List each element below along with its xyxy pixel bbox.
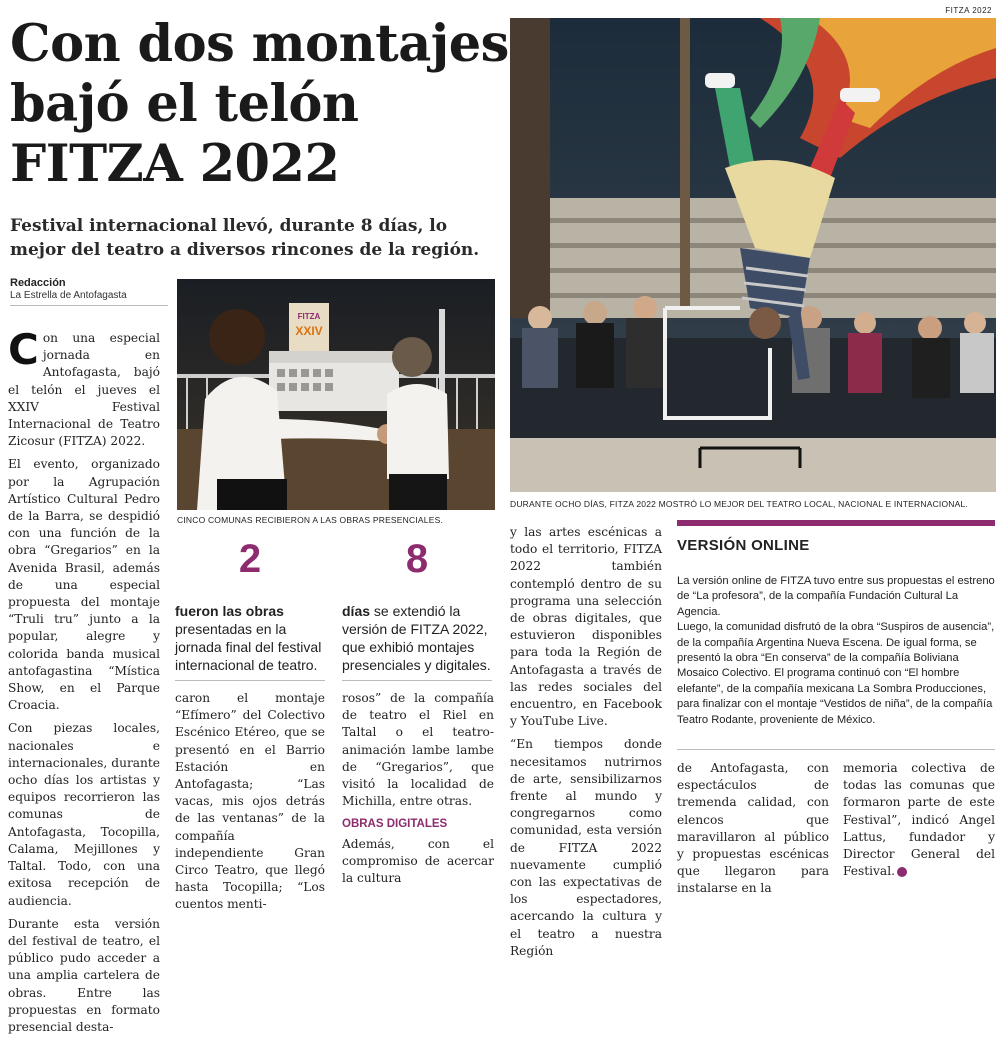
photo-lambe-lambe-performers [177,279,495,510]
article-column-6 [843,760,995,886]
stat-description [342,602,492,674]
paragraph: de Antofagasta, con espectáculos de tremenda calidad, con elencos que maravillaron al público y propuestas escénicas que llegaron para instalarse en la [677,761,829,896]
sidebar-online-version [677,574,995,728]
stat-description [175,602,325,674]
stat-number: 2 [238,537,262,581]
divider [677,749,995,750]
headline-line: Con dos montajes [10,14,509,74]
stat-highlight: fueron las obras [175,603,284,619]
poster-text: XXIV [295,324,323,338]
end-mark-icon [897,867,907,877]
divider [10,305,168,306]
article-column-4 [510,524,662,966]
photo-illustration [177,279,495,510]
stat-text: se extendió la versión de FITZA 2022, que exhibió montajes presenciales y digitales. [342,603,491,673]
section-accent-bar [677,520,995,526]
paragraph: y las artes escénicas a todo el territorio, FITZA 2022 también contempló dentro de su programa una selección de obras digitales, que estuvieron disponibles para toda la Región de Antofagasta a través de las redes sociales del encuentro, en Facebook y YouTube Live. [510,525,662,729]
paragraph: on una especial jornada en Antofagasta, bajó el telón el jueves el XXIV Festival Internacional de Teatro Zicosur (FITZA) 2022. [8,331,160,449]
headline-line: FITZA 2022 [10,134,340,194]
section-heading: VERSIÓN ONLINE [677,537,810,554]
paragraph: Además, con el compromiso de acercar la cultura [342,836,494,886]
paragraph: Con piezas locales, nacionales e internacionales, durante ocho días los artistas y equipos recorrieron las comunas de Antofagasta, Tocopilla, Calama, Mejillones y Taltal. Todo, con una exitosa recepción de audiencia. [8,721,160,908]
photo-caption: CINCO COMUNAS RECIBIERON A LAS OBRAS PRESENCIALES. [177,515,444,525]
photo-acrobat-performance [510,18,996,492]
divider [342,680,492,681]
byline-author: Redacción [10,277,66,289]
paragraph: rosos” de la compañía de teatro el Riel en Taltal o el teatro-animación lambe lambe de “Gregarios”, que visitó la localidad de Michilla, entre otras. [342,691,494,809]
paragraph: Durante esta versión del festival de teatro, el público pudo acceder a una amplia cartelera de obras. Entre las propuestas en formato presencial desta- [8,916,160,1034]
drop-cap: C [8,325,39,374]
stat-number: 8 [405,537,429,581]
headline [10,14,509,194]
article-column-3 [342,690,494,893]
paragraph: Luego, la comunidad disfrutó de la obra “Suspiros de ausencia”, de la compañía Argentina Nueva Escena. De igual forma, se presentó la obra “En conserva” de la compañía Boliviana Mosaico Colectivo. El programa continuó con “El hombre elefante”, de la compañía mexicana La Sombra Producciones, para finalizar con el montaje “Vestidos de niña”, de la compañía Teatro Rodante, proveniente de México. [677,621,995,726]
headline-line: bajó el telón [10,74,359,134]
paragraph: La versión online de FITZA tuvo entre sus propuestas el estreno de “La profesora”, de la compañía Fundación Cultural La Agencia. [677,575,995,618]
byline-organization: La Estrella de Antofagasta [10,290,127,301]
divider [175,680,325,681]
page-section-tag: FITZA 2022 [945,6,992,15]
subheadline: Festival internacional llevó, durante 8 días, lo mejor del teatro a diversos rincones de la región. [10,216,480,260]
photo-caption: DURANTE OCHO DÍAS, FITZA 2022 MOSTRÓ LO MEJOR DEL TEATRO LOCAL, NACIONAL E INTERNACIONAL. [510,499,968,509]
article-column-5 [677,760,829,904]
article-column-2 [175,690,325,920]
stat-highlight: días [342,603,371,619]
paragraph: memoria colectiva de todas las comunas que formaron parte de este Festival”, indicó Angel Lattus, fundador y Director General del Festival. [843,761,995,879]
photo-illustration [510,18,996,492]
paragraph: “En tiempos donde necesitamos nutrirnos de arte, sensibilizarnos frente al mundo y congregarnos como comunidad, esta versión de FITZA 2022 nuevamente cumplió con las expectativas de los espectadores, acercando la cultura y el teatro a nuestra Región [510,737,662,958]
paragraph: El evento, organizado por la Agrupación Artístico Cultural Pedro de la Barra, se despidió con una función de la obra “Gregarios” en la Avenida Brasil, además de una especial propuesta del montaje “Truli tru” junto a la popular, alegre y colorida banda musical antofagastina “Mística Show, en el Parque Croacia. [8,457,160,713]
section-heading: OBRAS DIGITALES [342,818,448,831]
stat-text: presentadas en la jornada final del festival internacional de teatro. [175,621,322,673]
article-column-1 [8,325,160,1042]
paragraph: caron el montaje “Efímero” del Colectivo Escénico Etéreo, que se presentó en el Barrio Estación en Antofagasta; “Las vacas, mis ojos detrás de las ventanas” de la compañía independiente Gran Circo Teatro, que llegó hasta Tocopilla; “Los cuentos menti- [175,691,325,912]
poster-text: FITZA [297,312,321,321]
